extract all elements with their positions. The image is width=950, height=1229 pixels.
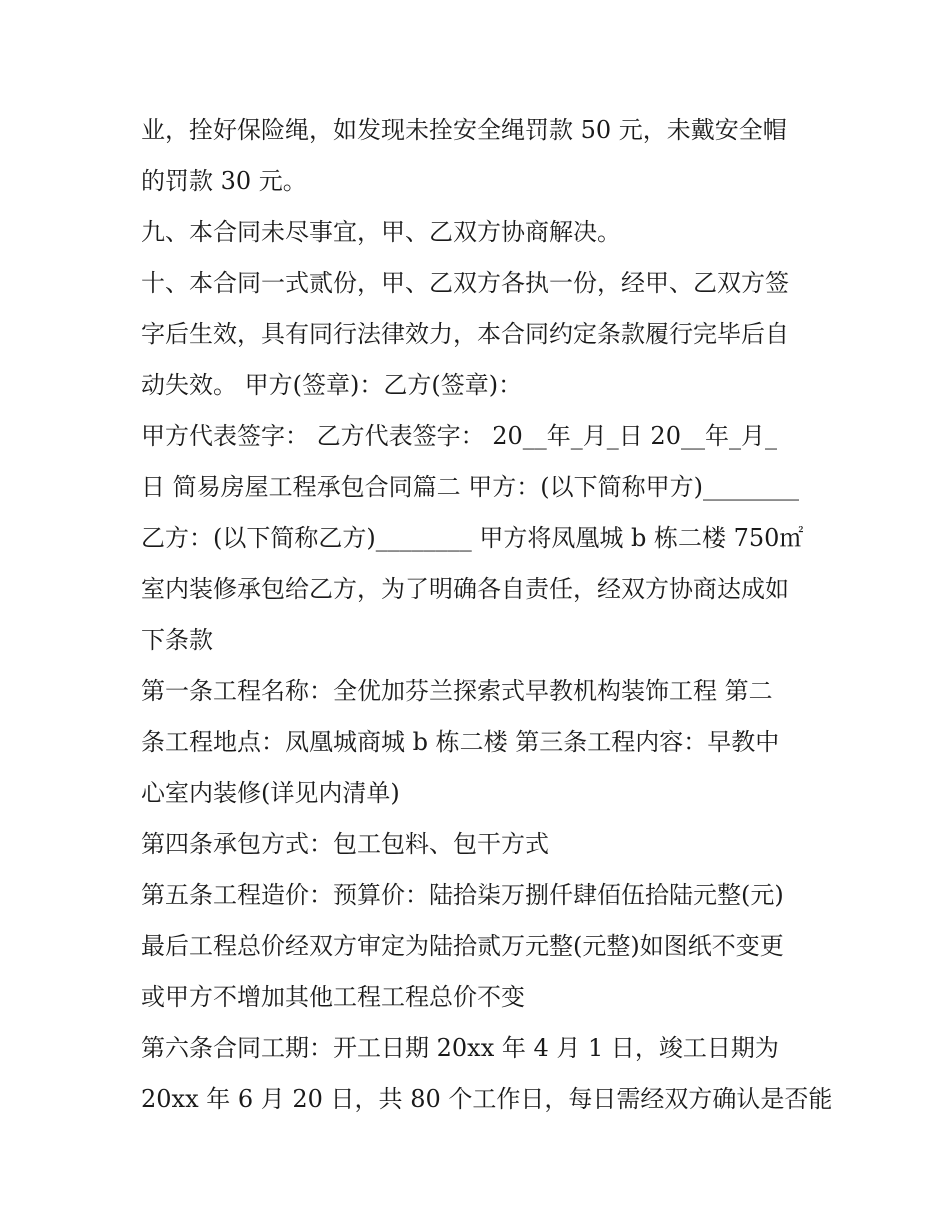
text-line: 业，拴好保险绳，如发现未拴安全绳罚款 50 元，未戴安全帽 [141, 116, 787, 144]
text-line: 第五条工程造价：预算价：陆拾柒万捌仟肆佰伍拾陆元整(元) [141, 881, 784, 909]
text-line: 日 简易房屋工程承包合同篇二 甲方：(以下简称甲方)________ [141, 473, 799, 501]
text-line: 条工程地点：凤凰城商城 b 栋二楼 第三条工程内容：早教中 [141, 728, 780, 756]
text-line: 的罚款 30 元。 [141, 167, 307, 195]
text-line: 乙方：(以下简称乙方)________ 甲方将凤凰城 b 栋二楼 750㎡ [141, 524, 804, 552]
text-line: 或甲方不增加其他工程工程总价不变 [141, 983, 525, 1011]
text-line: 第四条承包方式：包工包料、包干方式 [141, 830, 549, 858]
text-line: 20xx 年 6 月 20 日，共 80 个工作日，每日需经双方确认是否能 [141, 1085, 833, 1113]
text-line: 心室内装修(详见内清单) [141, 779, 400, 807]
text-line: 第六条合同工期：开工日期 20xx 年 4 月 1 日，竣工日期为 [141, 1034, 779, 1062]
text-line: 十、本合同一式贰份，甲、乙双方各执一份，经甲、乙双方签 [141, 269, 789, 297]
text-line: 最后工程总价经双方审定为陆拾贰万元整(元整)如图纸不变更 [141, 932, 784, 960]
text-line: 字后生效，具有同行法律效力，本合同约定条款履行完毕后自 [141, 320, 789, 348]
document-body [141, 105, 833, 1125]
text-line: 下条款 [141, 626, 213, 654]
text-line: 动失效。 甲方(签章)：乙方(签章)： [141, 371, 523, 399]
text-line: 甲方代表签字： 乙方代表签字： 20__年_月_日 20__年_月_ [141, 422, 777, 450]
text-line: 九、本合同未尽事宜，甲、乙双方协商解决。 [141, 218, 621, 246]
text-line: 室内装修承包给乙方，为了明确各自责任，经双方协商达成如 [141, 575, 789, 603]
text-line: 第一条工程名称：全优加芬兰探索式早教机构装饰工程 第二 [141, 677, 773, 705]
